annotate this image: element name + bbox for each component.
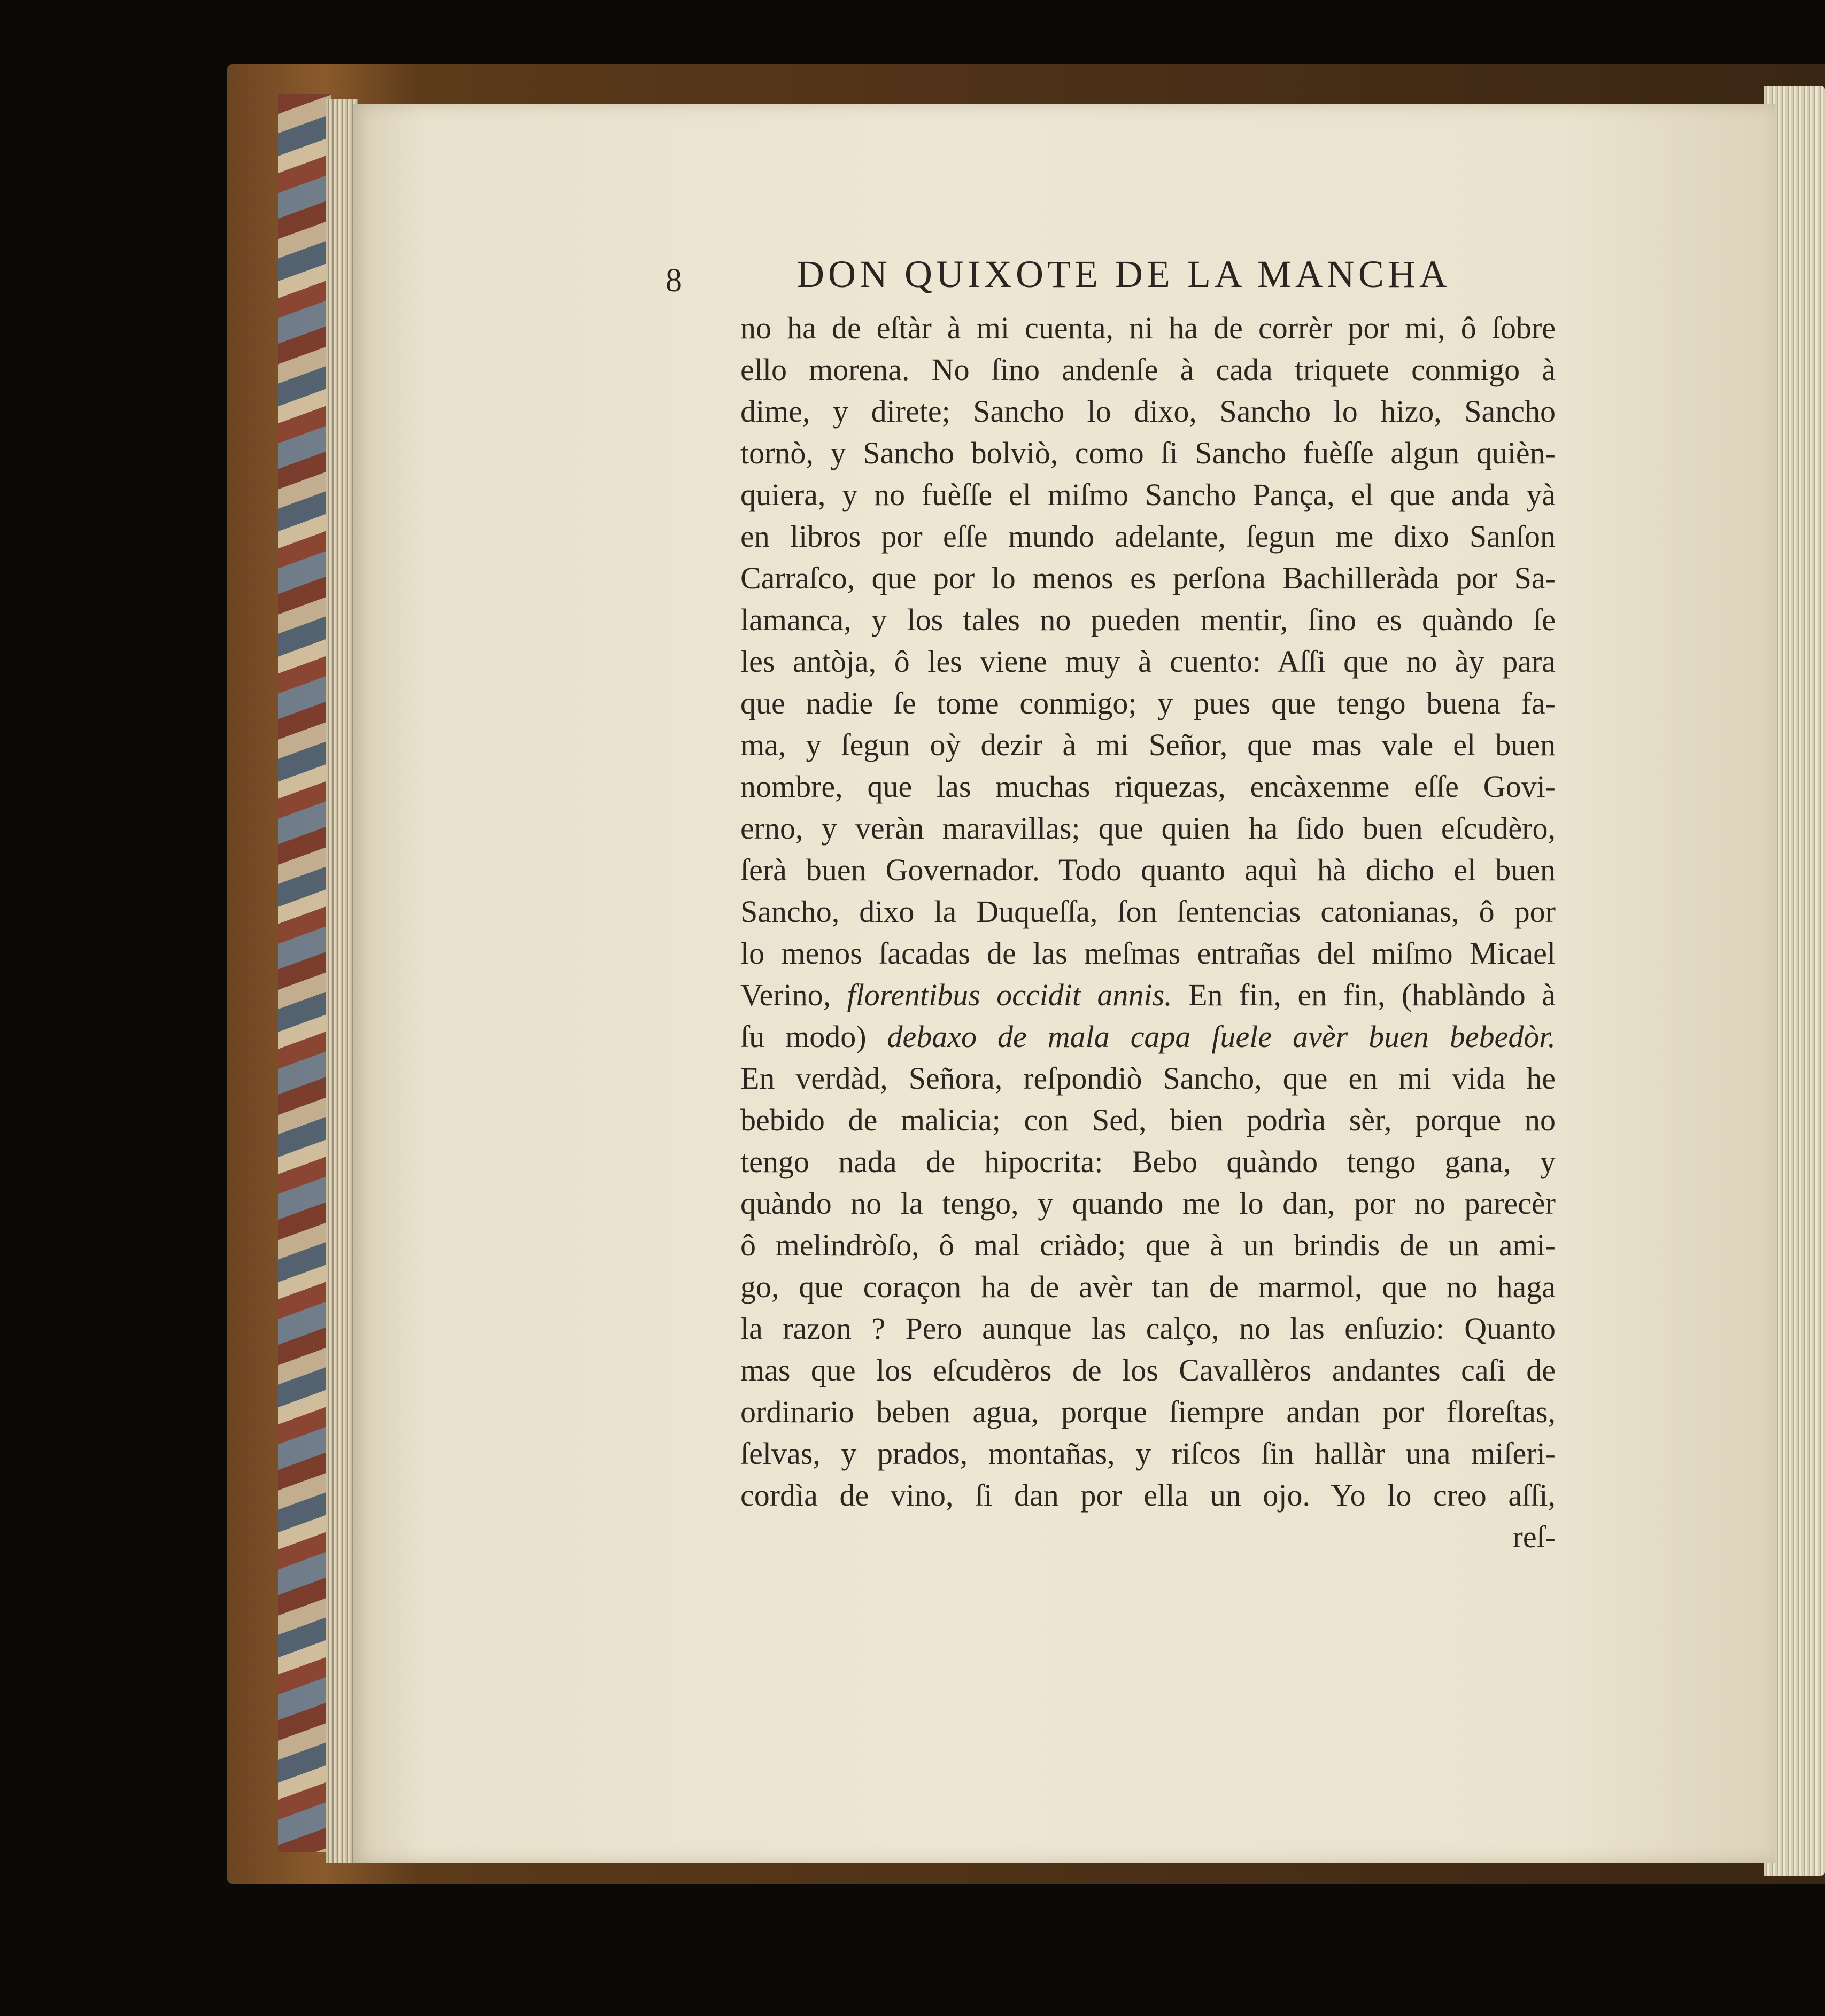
text-run: ſu modo) bbox=[740, 1019, 887, 1054]
text-line bbox=[740, 766, 1556, 808]
text-run: quàndo no la tengo, y quando me lo dan, por no parecèr bbox=[740, 1186, 1556, 1221]
text-run: ſelvas, y prados, montañas, y riſcos ſin hallàr una miſeri- bbox=[740, 1436, 1556, 1471]
text-run: lo menos ſacadas de las meſmas entrañas del miſmo Micael bbox=[740, 936, 1556, 971]
text-run: lamanca, y los tales no pueden mentir, ſino es quàndo ſe bbox=[740, 602, 1556, 637]
text-line bbox=[740, 1058, 1556, 1099]
text-line bbox=[740, 307, 1556, 349]
catchword: reſ- bbox=[1512, 1519, 1556, 1554]
text-run: la razon ? Pero aunque las calço, no las enſuzio: Quanto bbox=[740, 1311, 1556, 1346]
text-run: nombre, que las muchas riquezas, encàxenme eſſe Govi- bbox=[740, 769, 1556, 804]
text-run: ſerà buen Governador. Todo quanto aquì hà dicho el buen bbox=[740, 852, 1556, 887]
text-run: En verdàd, Señora, reſpondiò Sancho, que en mi vida he bbox=[740, 1061, 1556, 1096]
text-run: En fin, en fin, (hablàndo à bbox=[1172, 978, 1556, 1012]
running-head: DON QUIXOTE DE LA MANCHA bbox=[796, 253, 1451, 296]
text-line bbox=[740, 1308, 1556, 1350]
text-line bbox=[740, 516, 1556, 557]
text-line bbox=[740, 849, 1556, 891]
marbled-endpaper bbox=[278, 94, 331, 1852]
text-run: Carraſco, que por lo menos es perſona Bachilleràda por Sa- bbox=[740, 561, 1556, 595]
text-line bbox=[740, 474, 1556, 516]
text-line bbox=[740, 432, 1556, 474]
text-line bbox=[740, 1266, 1556, 1308]
text-run: no ha de eſtàr à mi cuenta, ni ha de corrèr por mi, ô ſobre bbox=[740, 311, 1556, 345]
text-run: go, que coraçon ha de avèr tan de marmol, que no haga bbox=[740, 1269, 1556, 1304]
text-line bbox=[740, 933, 1556, 974]
text-run: en libros por eſſe mundo adelante, ſegun me dixo Sanſon bbox=[740, 519, 1556, 554]
text-line bbox=[740, 1141, 1556, 1183]
text-run: erno, y veràn maravillas; que quien ha ſido buen eſcudèro, bbox=[740, 811, 1556, 846]
text-line bbox=[740, 1099, 1556, 1141]
text-line bbox=[740, 557, 1556, 599]
text-line bbox=[740, 1391, 1556, 1433]
text-line bbox=[740, 391, 1556, 432]
text-run: ma, y ſegun oỳ dezir à mi Señor, que mas vale el buen bbox=[740, 727, 1556, 762]
text-line bbox=[740, 683, 1556, 724]
italic-phrase: florentibus occidit annis. bbox=[847, 978, 1172, 1012]
text-line bbox=[740, 599, 1556, 641]
text-run: ordinario beben agua, porque ſiempre andan por floreſtas, bbox=[740, 1394, 1556, 1429]
text-run: tornò, y Sancho bolviò, como ſi Sancho fuèſſe algun quièn- bbox=[740, 436, 1556, 470]
text-line bbox=[740, 349, 1556, 391]
text-line bbox=[740, 1350, 1556, 1391]
text-run: dime, y direte; Sancho lo dixo, Sancho lo hizo, Sancho bbox=[740, 394, 1556, 429]
text-line bbox=[740, 1183, 1556, 1224]
text-line bbox=[740, 1224, 1556, 1266]
body-text bbox=[740, 307, 1556, 1558]
text-run: quiera, y no fuèſſe el miſmo Sancho Pança, el que anda yà bbox=[740, 477, 1556, 512]
text-run: ello morena. No ſino andenſe à cada triquete conmigo à bbox=[740, 352, 1556, 387]
page-number: 8 bbox=[666, 262, 683, 299]
text-run: Verino, bbox=[740, 978, 847, 1012]
text-line bbox=[740, 1433, 1556, 1475]
text-line bbox=[740, 724, 1556, 766]
text-run: ô melindròſo, ô mal criàdo; que à un brindis de un ami- bbox=[740, 1228, 1556, 1262]
text-line bbox=[740, 891, 1556, 933]
italic-phrase: debaxo de mala capa ſuele avèr buen bebedòr. bbox=[887, 1019, 1556, 1054]
text-line bbox=[740, 808, 1556, 849]
text-run: bebido de malicia; con Sed, bien podrìa sèr, porque no bbox=[740, 1103, 1556, 1137]
text-run: mas que los eſcudèros de los Cavallèros andantes caſi de bbox=[740, 1353, 1556, 1387]
text-line bbox=[740, 1475, 1556, 1516]
text-line bbox=[740, 641, 1556, 683]
text-line bbox=[740, 974, 1556, 1016]
text-run: tengo nada de hipocrita: Bebo quàndo tengo gana, y bbox=[740, 1144, 1556, 1179]
text-run: les antòja, ô les viene muy à cuento: Aſſi que no ày para bbox=[740, 644, 1556, 679]
text-line bbox=[740, 1016, 1556, 1058]
text-run: cordìa de vino, ſi dan por ella un ojo. Yo lo creo aſſi, bbox=[740, 1478, 1556, 1513]
text-run: Sancho, dixo la Duqueſſa, ſon ſentencias catonianas, ô por bbox=[740, 894, 1556, 929]
text-run: que nadie ſe tome conmigo; y pues que tengo buena fa- bbox=[740, 686, 1556, 720]
